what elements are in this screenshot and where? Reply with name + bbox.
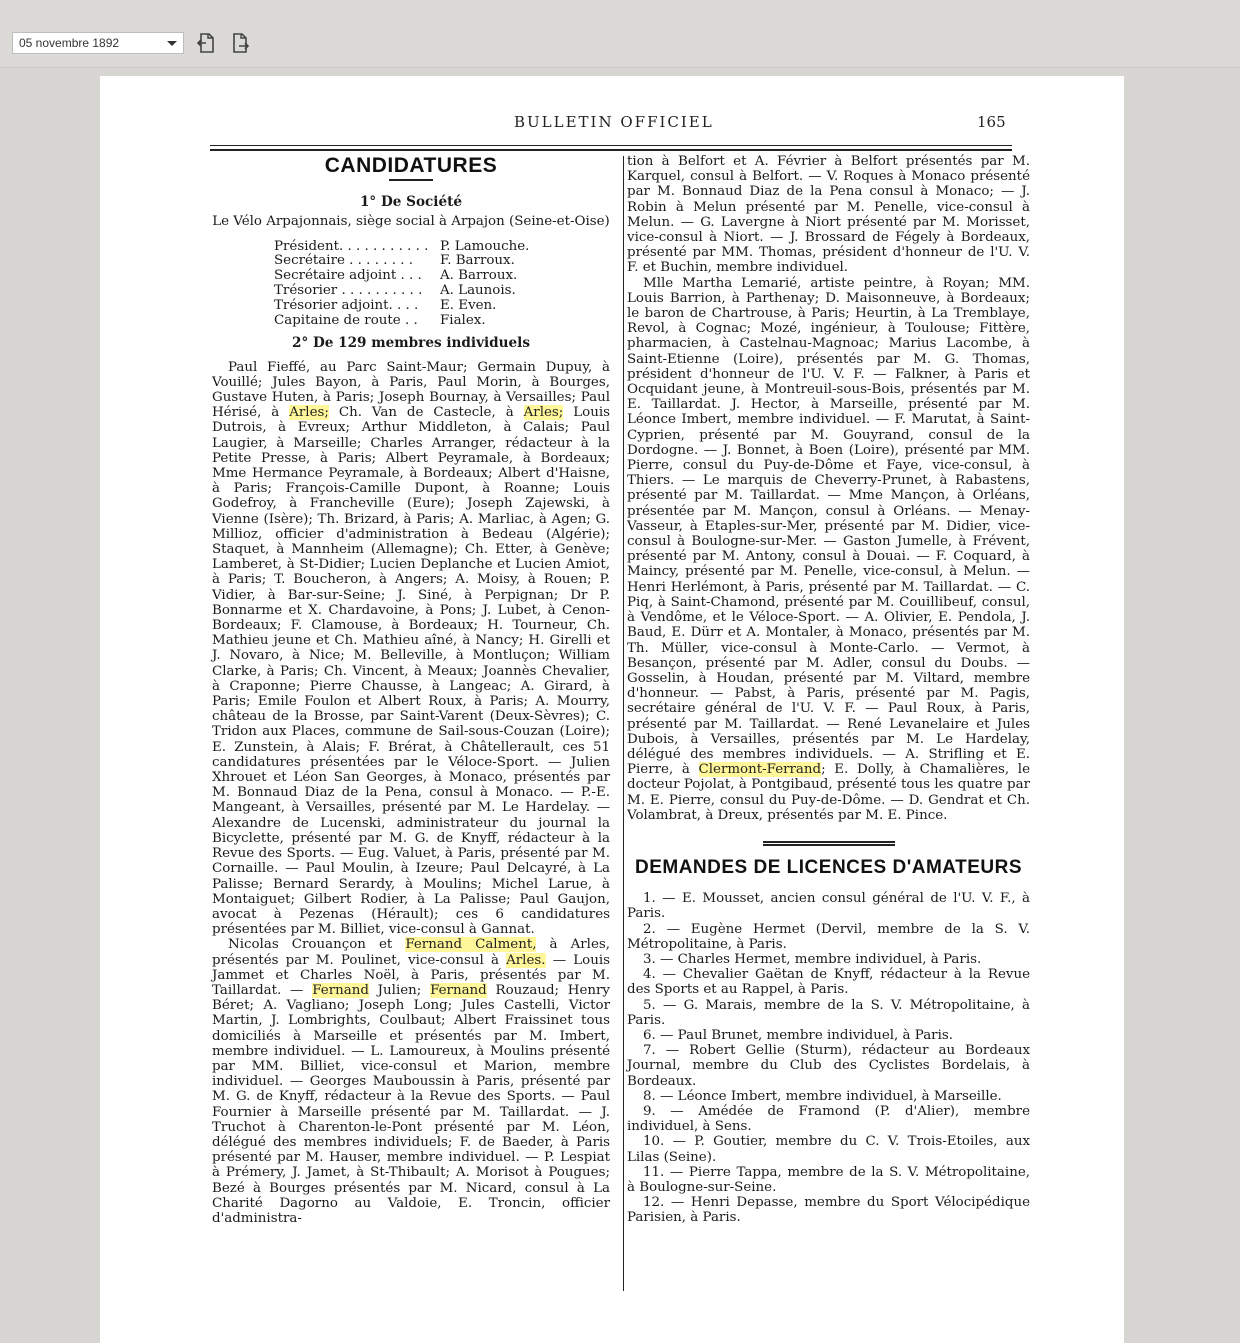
licence-item: 6. — Paul Brunet, membre individuel, à Paris. <box>643 1027 953 1043</box>
officer-row: Président. . . . . . . . . . . P. Lamouche. <box>274 238 530 254</box>
licence-item: 2. — Eugène Hermet (Dervil, membre de la S. V. Métropolitaine, à Paris. <box>627 921 1030 952</box>
search-highlight: Fernand <box>312 982 369 998</box>
members-paragraph-3: Mlle Martha Lemarié, artiste peintre, à Royan; MM. Louis Barrion, à Parthenay; D. Maisonneuve, à Bordeaux; le baron de Chartrouse, à Paris; Heurtin, à La Tremblaye, Revol, à Cognac; Mozé, ingénieur, à Toulouse; Fittère, pharmacien, à Castelnau-Magnoac; Marius Lacombe, à Saint-Etienne (Loire), présentés par M. G. Thomas, président d'honneur de l'U. V. F. — Falkner, à Paris et Ocquidant jeune, à Montreuil-sous-Bois, présentés par M. E. Taillardat. J. Hector, à Marseille, présenté par M. Léonce Imbert, membre individuel. — F. Marutat, à Saint-Cyprien, présenté par M. Gouyrand, consul de la Dordogne. — J. Bonnet, à Boen (Loire), présenté par MM. Pierre, consul du Puy-de-Dôme et Faye, vice-consul, à Thiers. — Le marquis de Cheverry-Prunet, à Rabastens, présenté par M. Taillardat. — Mme Mançon, à Orléans, présentée par M. Mançon, consul à Orléans. — Menay-Vasseur, à Etaples-sur-Mer, présenté par M. Didier, vice-consul à Boulogne-sur-Mer. — Gaston Jumelle, à Frévent, présenté par M. Antony, consul à Douai. — F. Coquard, à Maincy, présenté par M. Penelle, vice-consul, à Melun. — Henri Herlémont, à Paris, présenté par M. Taillardat. — C. Piq, à Saint-Chamond, présenté par M. Couillibeuf, consul, à Vendôme, et le Véloce-Sport. — A. Olivier, E. Pendola, J. Baud, E. Dürr et A. Montaler, à Monaco, présentés par M. Th. Müller, vice-consul à Monte-Carlo. — Vermot, à Besançon, présenté par M. Adler, consul du Doubs. — Gosselin, à Houdan, présenté par M. Viltard, membre d'honneur. — Pabst, à Paris, présenté par M. Pagis, secrétaire général de l'U. V. F. — Paul Roux, à Paris, présenté par M. Taillardat. — René Levanelaire et Jules Dubois, à Versailles, présentés par M. Le Hardelay, délégué des membres individuels. — A. Strifling et E. Pierre, à Clermont-Ferrand; E. Dolly, à Chamalières, le docteur Pojolat, à Pontgibaud, présenté tous les quatre par M. E. Pierre, consul du Puy-de-Dôme. — D. Gendrat et Ch. Volambrat, à Dreux, présentés par M. E. Pince. <box>627 275 1030 823</box>
issue-date-value: 05 novembre 1892 <box>19 36 120 50</box>
previous-page-button[interactable] <box>193 31 217 55</box>
page-previous-icon <box>193 31 217 55</box>
left-column <box>212 154 611 1226</box>
search-highlight: Fernand Calment, <box>405 937 537 953</box>
column-divider <box>623 156 624 1291</box>
section1-title: 1° De Société <box>359 194 463 211</box>
licence-item: 5. — G. Marais, membre de la S. V. Métropolitaine, à Paris. <box>627 997 1030 1028</box>
header-rule-top <box>210 145 1012 146</box>
section-rule-bottom <box>763 844 895 846</box>
section-rule-top <box>763 841 895 843</box>
licence-item: 9. — Amédée de Framond (P. d'Alier), membre individuel, à Sens. <box>627 1103 1030 1135</box>
licence-item: 12. — Henri Depasse, membre du Sport Vélocipédique Parisien, à Paris. <box>627 1195 1030 1226</box>
licence-item: 3. — Charles Hermet, membre individuel, à Paris. <box>643 951 982 967</box>
running-header: BULLETIN OFFICIEL <box>514 113 714 131</box>
officer-row: Secrétaire adjoint . . . A. Barroux. <box>274 268 518 284</box>
viewer-toolbar <box>0 0 1240 68</box>
section1-text: Le Vélo Arpajonnais, siège social à Arpajon (Seine-et-Oise) <box>212 214 610 230</box>
right-column <box>627 154 1030 1226</box>
search-highlight: Clermont-Ferrand <box>698 762 822 778</box>
scanned-page <box>100 76 1124 1343</box>
officer-row: Trésorier . . . . . . . . . . A. Launois. <box>274 283 516 298</box>
licence-item: 10. — P. Goutier, membre du C. V. Trois-Etoiles, aux Lilas (Seine). <box>627 1134 1030 1165</box>
issue-date-select[interactable] <box>12 32 184 54</box>
members-paragraph-1: Paul Fieffé, au Parc Saint-Maur; Germain Dupuy, à Vouillé; Jules Bayon, à Paris, Paul Morin, à Bourges, Gustave Huten, à Paris; Joseph Bournay, à Versailles; Paul Hérisé, à Arles; Ch. Van de Castecle, à Arles; Louis Dutrois, à Evreux; Arthur Middleton, à Calais; Paul Laugier, à Marseille; Charles Arranger, rédacteur à la Petite Presse, à Paris; Albert Peyramale, à Bordeaux; Mme Hermance Peyramale, à Bordeaux; Albert d'Haisne, à Paris; François-Camille Dupont, à Roanne; Louis Godefroy, à Francheville (Eure); Joseph Zajewski, à Vienne (Isère); Th. Brizard, à Paris; A. Marliac, à Agen; G. Millioz, officier d'administration à Bedeau (Algérie); Staquet, à Mannheim (Allemagne); Ch. Etter, à Genève; Lamberet, à St-Didier; Lucien Deplanche et Lucien Amiot, à Paris; T. Boucheron, à Angers; A. Moisy, à Rouen; P. Vidier, à Bar-sur-Seine; J. Siné, à Perpignan; Dr P. Bonnarme et X. Chardavoine, à Pons; J. Lubet, à Cenon-Bordeaux; F. Clamouse, à Bordeaux; H. Tourneur, Ch. Mathieu jeune et Ch. Mathieu aîné, à Nancy; H. Girelli et J. Novaro, à Nice; M. Belleville, à Montluçon; William Clarke, à Paris; Ch. Vincent, à Meaux; Joannès Chevalier, à Craponne; Pierre Chausse, à Langeac; A. Girard, à Paris; Emile Foulon et Albert Roux, à Paris; A. Mourry, château de la Brosse, par Saint-Varent (Deux-Sèvres); C. Tridon aux Places, commune de Sail-sous-Couzan (Loire); E. Zunstein, à Alais; F. Brérat, à Châtellerault, ces 51 candidatures présentées par le Véloce-Sport. — Julien Xhrouet et Léon San Georges, à Monaco, présentés par M. Bonnaud Diaz de la Pena, consul à Monaco. — P.-E. Mangeant, à Versailles, présenté par M. Le Hardelay. — Alexandre de Lucenski, administrateur du journal la Bicyclette, présenté par M. G. de Knyff, rédacteur à la Revue des Sports. — Eug. Valuet, à Paris, présenté par M. Cornaille. — Paul Moulin, à Izeure; Paul Delcayré, à La Palisse; Bernard Serardy, à Moulins; Michel Larue, à Montaiguet; Gilbert Rodier, à La Palisse; Paul Gaujon, avocat à Pezenas (Hérault); ces 6 candidatures présentées par M. Billiet, vice-consul à Gannat. <box>212 359 610 938</box>
officer-row: Trésorier adjoint. . . . E. Even. <box>274 297 497 313</box>
title-rule <box>389 179 433 181</box>
next-page-button[interactable] <box>230 31 254 55</box>
officers-list <box>274 240 610 329</box>
licence-item: 1. — E. Mousset, ancien consul général de l'U. V. F., à Paris. <box>627 891 1030 922</box>
page-next-icon <box>230 31 254 55</box>
licence-item: 11. — Pierre Tappa, membre de la S. V. Métropolitaine, à Boulogne-sur-Seine. <box>627 1164 1030 1195</box>
header-rule-bottom <box>210 149 1012 151</box>
licence-item: 8. — Léonce Imbert, membre individuel, à Marseille. <box>643 1088 1002 1104</box>
licence-item: 4. — Chevalier Gaëtan de Knyff, rédacteur à la Revue des Sports et au Rappel, à Paris. <box>627 967 1030 998</box>
chevron-down-icon <box>167 41 177 46</box>
continued-paragraph: tion à Belfort et A. Février à Belfort présentés par M. Karquel, consul à Belfort. — V. Roques à Monaco présenté par M. Bonnaud Diaz de la Pena consul à Monaco; — J. Robin à Melun présenté par M. Penelle, vice-consul à Melun. — G. Lavergne à Niort présenté par M. Morisset, vice-consul à Niort. — J. Brossard de Fégely à Bordeaux, présenté par MM. Thomas, président d'honneur de l'U. V. F. et Buchin, membre individuel. <box>627 154 1030 276</box>
search-highlight: Fernand <box>430 982 487 998</box>
candidatures-title: CANDIDATURES <box>324 154 498 177</box>
page-number: 165 <box>977 113 1006 131</box>
licences-title: DEMANDES DE LICENCES D'AMATEURS <box>634 856 1023 878</box>
search-highlight: Arles; <box>289 405 329 421</box>
search-highlight: Arles; <box>523 405 564 421</box>
licence-item: 7. — Robert Gellie (Sturm), rédacteur au Bordeaux Journal, membre du Club des Cyclistes Bordelais, à Bordeaux. <box>627 1043 1030 1089</box>
officer-row: Capitaine de route . . Fialex. <box>274 312 486 328</box>
search-highlight: Arles. <box>506 952 546 968</box>
officer-row: Secrétaire . . . . . . . . F. Barroux. <box>274 253 515 269</box>
licences-list <box>627 891 1030 1225</box>
members-paragraph-2: Nicolas Crouançon et Fernand Calment, à Arles, présentés par M. Poulinet, vice-consul à Arles. — Louis Jammet et Charles Noël, à Paris, présentés par M. Taillardat. — Fernand Julien; Fernand Rouzaud; Henry Béret; A. Vagliano; Joseph Long; Jules Castelli, Victor Martin, J. Lombrights, Coulbaut; Albert Fraissinet tous domiciliés à Marseille et présentés par M. Imbert, membre individuel. — L. Lamoureux, à Moulins présenté par MM. Billiet, vice-consul et Marion, membre individuel. — Georges Mauboussin à Paris, présenté par M. G. de Knyff, rédacteur à la Revue des Sports. — Paul Fournier à Marseille présenté par M. Taillardat. — J. Truchot à Charenton-le-Pont présenté par M. Léon, délégué des membres individuels; F. de Baeder, à Paris présenté par M. Hauser, membre individuel. — P. Lespiat à Prémery, J. Jamet, à St-Thibault; A. Morisot à Pougues; Bezé à Bourges présentés par M. Nicard, consul à La Charité Dagorno au Valdoie, E. Troncin, officier d'administra- <box>212 937 611 1226</box>
section2-title: 2° De 129 membres individuels <box>291 335 531 352</box>
